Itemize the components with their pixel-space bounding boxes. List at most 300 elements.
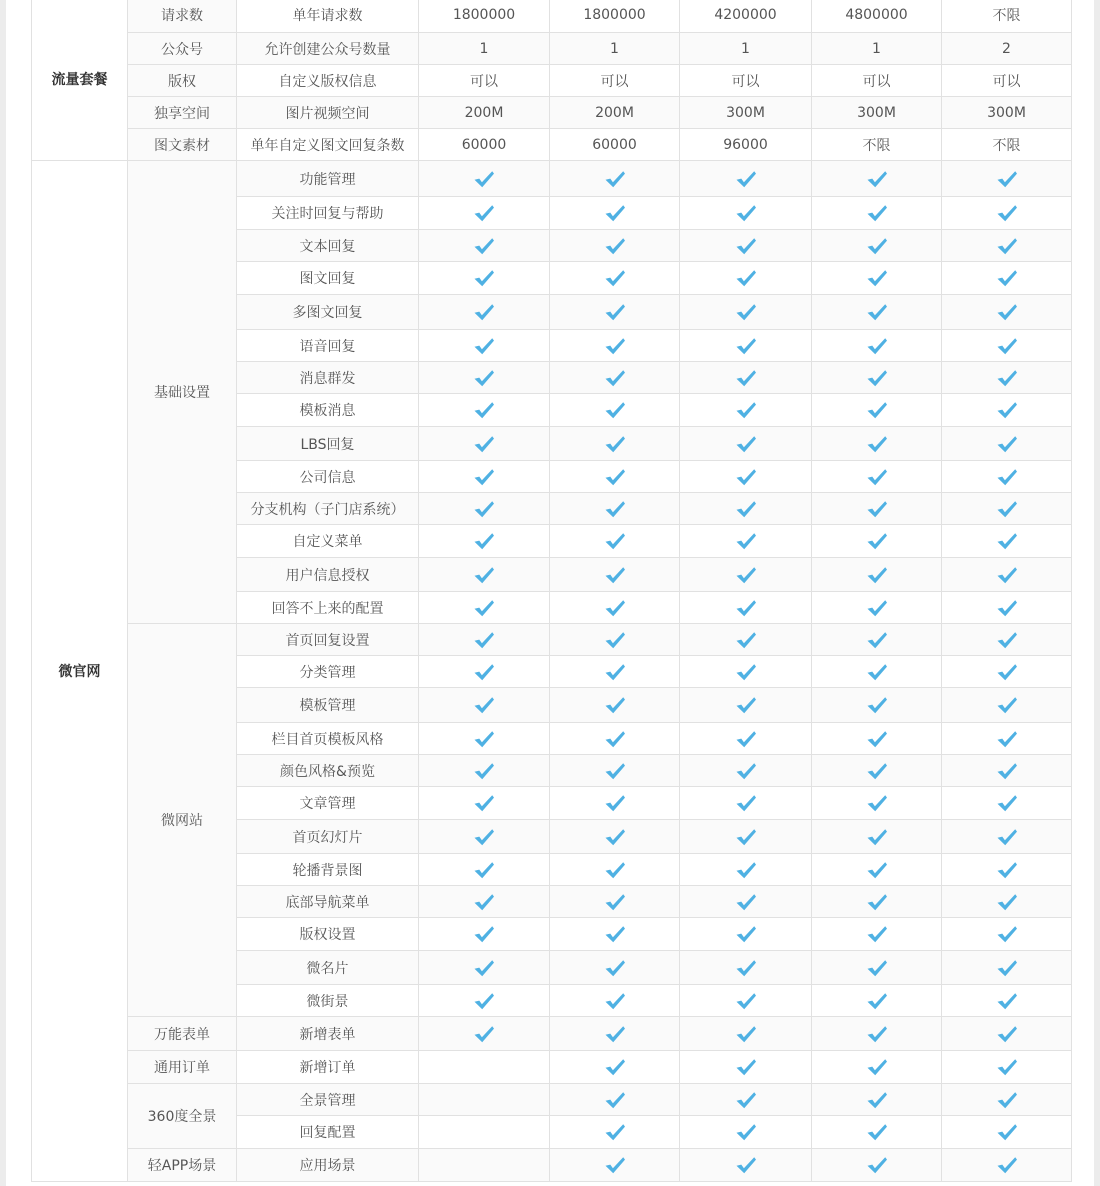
plan-feature-cell xyxy=(812,362,942,394)
plan-feature-cell xyxy=(812,755,942,787)
group-label: 公众号 xyxy=(128,33,237,65)
plan-value-cell: 1 xyxy=(680,33,812,65)
plan-value-cell: 300M xyxy=(680,97,812,129)
check-icon xyxy=(473,338,495,354)
plan-feature-cell xyxy=(680,755,812,787)
feature-name: 颜色风格&预览 xyxy=(237,755,419,787)
plan-feature-cell xyxy=(942,330,1072,362)
feature-name: 公司信息 xyxy=(237,461,419,493)
plan-feature-cell xyxy=(680,951,812,985)
plan-feature-cell xyxy=(812,854,942,886)
table-row xyxy=(32,624,1072,656)
check-icon xyxy=(473,205,495,221)
plan-value-cell: 1800000 xyxy=(550,0,680,33)
plan-value-cell: 不限 xyxy=(812,129,942,161)
plan-feature-cell xyxy=(550,262,680,295)
check-icon xyxy=(866,171,888,187)
check-icon xyxy=(473,763,495,779)
check-icon xyxy=(735,926,757,942)
check-icon xyxy=(735,894,757,910)
check-icon xyxy=(996,402,1018,418)
plan-feature-cell xyxy=(419,427,550,461)
feature-name: 单年请求数 xyxy=(237,0,419,33)
plan-feature-cell xyxy=(550,951,680,985)
plan-feature-cell xyxy=(550,295,680,330)
check-icon xyxy=(604,926,626,942)
check-icon xyxy=(604,270,626,286)
group-label: 微网站 xyxy=(128,624,237,1017)
table-row xyxy=(32,0,1072,33)
table-row xyxy=(32,1084,1072,1116)
plan-value-cell: 300M xyxy=(812,97,942,129)
plan-value-cell: 1 xyxy=(812,33,942,65)
check-icon xyxy=(996,436,1018,452)
check-icon xyxy=(735,993,757,1009)
check-icon xyxy=(735,960,757,976)
plan-value-cell: 1 xyxy=(419,33,550,65)
plan-feature-cell xyxy=(550,330,680,362)
plan-value-cell: 200M xyxy=(419,97,550,129)
feature-name: 多图文回复 xyxy=(237,295,419,330)
check-icon xyxy=(473,664,495,680)
group-label: 基础设置 xyxy=(128,161,237,624)
feature-name: 图文回复 xyxy=(237,262,419,295)
check-icon xyxy=(735,469,757,485)
plan-feature-cell xyxy=(812,230,942,262)
plan-value-cell: 4800000 xyxy=(812,0,942,33)
check-icon xyxy=(473,402,495,418)
plan-value-cell: 200M xyxy=(550,97,680,129)
plan-feature-cell xyxy=(680,787,812,820)
plan-feature-cell xyxy=(942,295,1072,330)
plan-feature-cell xyxy=(812,787,942,820)
check-icon xyxy=(735,862,757,878)
plan-feature-cell xyxy=(812,656,942,688)
check-icon xyxy=(735,795,757,811)
plan-feature-cell xyxy=(680,1051,812,1084)
feature-name: 模板管理 xyxy=(237,688,419,723)
plan-value-cell: 1800000 xyxy=(419,0,550,33)
plan-feature-cell xyxy=(812,1116,942,1149)
check-icon xyxy=(604,171,626,187)
plan-feature-cell xyxy=(942,161,1072,197)
check-icon xyxy=(735,697,757,713)
plan-feature-cell xyxy=(550,886,680,918)
check-icon xyxy=(735,304,757,320)
check-icon xyxy=(866,600,888,616)
plan-feature-cell xyxy=(942,1051,1072,1084)
plan-feature-cell xyxy=(680,394,812,427)
check-icon xyxy=(996,1026,1018,1042)
plan-value-cell: 可以 xyxy=(419,65,550,97)
check-icon xyxy=(996,960,1018,976)
plan-feature-cell xyxy=(942,1116,1072,1149)
plan-feature-cell xyxy=(680,1017,812,1051)
check-icon xyxy=(996,763,1018,779)
check-icon xyxy=(473,238,495,254)
plan-feature-cell xyxy=(419,656,550,688)
check-icon xyxy=(866,894,888,910)
plan-feature-cell xyxy=(550,461,680,493)
table-row xyxy=(32,97,1072,129)
feature-name: 消息群发 xyxy=(237,362,419,394)
plan-feature-cell xyxy=(550,230,680,262)
plan-feature-cell xyxy=(812,688,942,723)
feature-name: 底部导航菜单 xyxy=(237,886,419,918)
feature-name: 分支机构（子门店系统） xyxy=(237,493,419,525)
check-icon xyxy=(996,894,1018,910)
plan-feature-cell xyxy=(550,161,680,197)
plan-feature-cell xyxy=(550,525,680,558)
plan-feature-cell xyxy=(680,262,812,295)
check-icon xyxy=(473,270,495,286)
feature-name: 自定义版权信息 xyxy=(237,65,419,97)
check-icon xyxy=(604,205,626,221)
check-icon xyxy=(473,600,495,616)
group-label: 通用订单 xyxy=(128,1051,237,1084)
plan-feature-cell xyxy=(419,592,550,624)
plan-feature-cell xyxy=(419,262,550,295)
group-label: 万能表单 xyxy=(128,1017,237,1051)
check-icon xyxy=(604,436,626,452)
check-icon xyxy=(735,1059,757,1075)
check-icon xyxy=(604,894,626,910)
feature-name: 轮播背景图 xyxy=(237,854,419,886)
feature-name: 功能管理 xyxy=(237,161,419,197)
plan-feature-cell xyxy=(812,918,942,951)
plan-feature-cell xyxy=(942,985,1072,1017)
left-gutter xyxy=(0,0,6,1186)
check-icon xyxy=(473,731,495,747)
check-icon xyxy=(735,664,757,680)
check-icon xyxy=(473,501,495,517)
group-label: 请求数 xyxy=(128,0,237,33)
check-icon xyxy=(735,238,757,254)
plan-value-cell: 可以 xyxy=(550,65,680,97)
plan-feature-cell xyxy=(942,820,1072,854)
table-row xyxy=(32,1017,1072,1051)
check-icon xyxy=(604,370,626,386)
plan-feature-cell xyxy=(419,985,550,1017)
group-label: 独享空间 xyxy=(128,97,237,129)
plan-feature-cell xyxy=(419,1149,550,1182)
plan-feature-cell xyxy=(942,951,1072,985)
plan-feature-cell xyxy=(942,624,1072,656)
check-icon xyxy=(473,370,495,386)
plan-feature-cell xyxy=(550,624,680,656)
check-icon xyxy=(473,829,495,845)
check-icon xyxy=(866,501,888,517)
check-icon xyxy=(996,205,1018,221)
plan-value-cell: 不限 xyxy=(942,129,1072,161)
check-icon xyxy=(604,501,626,517)
check-icon xyxy=(604,304,626,320)
check-icon xyxy=(996,697,1018,713)
plan-feature-cell xyxy=(942,525,1072,558)
check-icon xyxy=(604,731,626,747)
plan-feature-cell xyxy=(550,820,680,854)
plan-feature-cell xyxy=(419,624,550,656)
plan-feature-cell xyxy=(942,918,1072,951)
plan-feature-cell xyxy=(680,985,812,1017)
plan-feature-cell xyxy=(812,951,942,985)
right-gutter xyxy=(1094,0,1100,1186)
check-icon xyxy=(996,632,1018,648)
feature-name: 单年自定义图文回复条数 xyxy=(237,129,419,161)
group-label: 轻APP场景 xyxy=(128,1149,237,1182)
plan-feature-cell xyxy=(550,755,680,787)
plan-feature-cell xyxy=(812,493,942,525)
feature-name: 全景管理 xyxy=(237,1084,419,1116)
plan-feature-cell xyxy=(812,1051,942,1084)
plan-feature-cell xyxy=(812,624,942,656)
plan-feature-cell xyxy=(419,723,550,755)
plan-feature-cell xyxy=(942,1017,1072,1051)
plan-feature-cell xyxy=(680,688,812,723)
check-icon xyxy=(473,436,495,452)
check-icon xyxy=(866,862,888,878)
plan-feature-cell xyxy=(550,688,680,723)
plan-value-cell: 1 xyxy=(550,33,680,65)
plan-feature-cell xyxy=(812,295,942,330)
plan-value-cell: 96000 xyxy=(680,129,812,161)
check-icon xyxy=(735,436,757,452)
plan-feature-cell xyxy=(550,723,680,755)
check-icon xyxy=(866,270,888,286)
check-icon xyxy=(866,731,888,747)
plan-feature-cell xyxy=(419,295,550,330)
check-icon xyxy=(604,1059,626,1075)
plan-value-cell: 60000 xyxy=(419,129,550,161)
check-icon xyxy=(735,731,757,747)
section-title: 流量套餐 xyxy=(32,0,128,161)
check-icon xyxy=(996,600,1018,616)
plan-feature-cell xyxy=(812,1149,942,1182)
plan-feature-cell xyxy=(680,558,812,592)
feature-name: 图片视频空间 xyxy=(237,97,419,129)
plan-feature-cell xyxy=(419,951,550,985)
check-icon xyxy=(473,993,495,1009)
check-icon xyxy=(996,304,1018,320)
check-icon xyxy=(866,1092,888,1108)
plan-feature-cell xyxy=(942,854,1072,886)
feature-name: 栏目首页模板风格 xyxy=(237,723,419,755)
plan-value-cell: 可以 xyxy=(942,65,1072,97)
check-icon xyxy=(604,533,626,549)
check-icon xyxy=(996,171,1018,187)
feature-name: LBS回复 xyxy=(237,427,419,461)
plan-feature-cell xyxy=(550,1116,680,1149)
check-icon xyxy=(473,632,495,648)
feature-name: 自定义菜单 xyxy=(237,525,419,558)
plan-value-cell: 60000 xyxy=(550,129,680,161)
check-icon xyxy=(604,567,626,583)
feature-name: 回复配置 xyxy=(237,1116,419,1149)
check-icon xyxy=(735,171,757,187)
plan-feature-cell xyxy=(419,558,550,592)
check-icon xyxy=(473,894,495,910)
check-icon xyxy=(735,1092,757,1108)
check-icon xyxy=(996,370,1018,386)
plan-feature-cell xyxy=(812,1017,942,1051)
check-icon xyxy=(866,567,888,583)
plan-feature-cell xyxy=(419,820,550,854)
table-row xyxy=(32,33,1072,65)
check-icon xyxy=(866,632,888,648)
plan-feature-cell xyxy=(680,723,812,755)
check-icon xyxy=(604,1092,626,1108)
plan-feature-cell xyxy=(942,461,1072,493)
plan-feature-cell xyxy=(550,1017,680,1051)
check-icon xyxy=(866,795,888,811)
plan-feature-cell xyxy=(419,688,550,723)
check-icon xyxy=(735,1157,757,1173)
check-icon xyxy=(866,697,888,713)
group-label: 360度全景 xyxy=(128,1084,237,1149)
plan-feature-cell xyxy=(680,918,812,951)
plan-feature-cell xyxy=(680,1149,812,1182)
check-icon xyxy=(473,469,495,485)
plan-feature-cell xyxy=(550,427,680,461)
check-icon xyxy=(866,960,888,976)
check-icon xyxy=(735,205,757,221)
plan-feature-cell xyxy=(680,161,812,197)
plan-feature-cell xyxy=(680,427,812,461)
plan-feature-cell xyxy=(419,394,550,427)
table-row xyxy=(32,161,1072,197)
plan-feature-cell xyxy=(680,820,812,854)
check-icon xyxy=(866,436,888,452)
plan-feature-cell xyxy=(812,330,942,362)
check-icon xyxy=(604,829,626,845)
check-icon xyxy=(866,1157,888,1173)
check-icon xyxy=(996,238,1018,254)
check-icon xyxy=(996,1092,1018,1108)
feature-name: 允许创建公众号数量 xyxy=(237,33,419,65)
check-icon xyxy=(473,697,495,713)
feature-name: 新增表单 xyxy=(237,1017,419,1051)
plan-feature-cell xyxy=(812,161,942,197)
plan-feature-cell xyxy=(942,493,1072,525)
check-icon xyxy=(604,664,626,680)
plan-feature-cell xyxy=(942,1149,1072,1182)
check-icon xyxy=(604,600,626,616)
plan-feature-cell xyxy=(812,197,942,230)
check-icon xyxy=(604,632,626,648)
check-icon xyxy=(996,993,1018,1009)
check-icon xyxy=(866,993,888,1009)
plan-value-cell: 4200000 xyxy=(680,0,812,33)
plan-feature-cell xyxy=(812,1084,942,1116)
check-icon xyxy=(866,304,888,320)
plan-feature-cell xyxy=(550,493,680,525)
check-icon xyxy=(735,338,757,354)
check-icon xyxy=(735,370,757,386)
check-icon xyxy=(604,402,626,418)
plan-feature-cell xyxy=(812,461,942,493)
check-icon xyxy=(996,926,1018,942)
check-icon xyxy=(604,1124,626,1140)
check-icon xyxy=(735,1026,757,1042)
plan-feature-cell xyxy=(942,688,1072,723)
check-icon xyxy=(735,402,757,418)
plan-feature-cell xyxy=(812,820,942,854)
feature-name: 首页回复设置 xyxy=(237,624,419,656)
feature-name: 模板消息 xyxy=(237,394,419,427)
plan-feature-cell xyxy=(550,656,680,688)
check-icon xyxy=(866,402,888,418)
check-icon xyxy=(866,1059,888,1075)
plan-feature-cell xyxy=(550,985,680,1017)
check-icon xyxy=(604,469,626,485)
plan-value-cell: 300M xyxy=(942,97,1072,129)
table-row xyxy=(32,65,1072,97)
plan-feature-cell xyxy=(419,461,550,493)
feature-name: 新增订单 xyxy=(237,1051,419,1084)
plan-feature-cell xyxy=(550,197,680,230)
check-icon xyxy=(866,763,888,779)
plan-feature-cell xyxy=(942,656,1072,688)
plan-value-cell: 2 xyxy=(942,33,1072,65)
plan-feature-cell xyxy=(419,1051,550,1084)
check-icon xyxy=(604,993,626,1009)
check-icon xyxy=(866,338,888,354)
plan-feature-cell xyxy=(942,197,1072,230)
table-row xyxy=(32,129,1072,161)
check-icon xyxy=(473,171,495,187)
plan-feature-cell xyxy=(942,723,1072,755)
check-icon xyxy=(735,763,757,779)
plan-feature-cell xyxy=(680,461,812,493)
check-icon xyxy=(473,567,495,583)
plan-feature-cell xyxy=(419,197,550,230)
check-icon xyxy=(866,533,888,549)
check-icon xyxy=(996,862,1018,878)
check-icon xyxy=(735,533,757,549)
feature-name: 回答不上来的配置 xyxy=(237,592,419,624)
plan-feature-cell xyxy=(419,787,550,820)
feature-name: 微名片 xyxy=(237,951,419,985)
plan-feature-cell xyxy=(419,1017,550,1051)
plan-feature-cell xyxy=(680,886,812,918)
plan-feature-cell xyxy=(680,330,812,362)
plan-feature-cell xyxy=(680,1116,812,1149)
plan-feature-cell xyxy=(812,262,942,295)
feature-name: 用户信息授权 xyxy=(237,558,419,592)
check-icon xyxy=(604,795,626,811)
plan-feature-cell xyxy=(812,886,942,918)
check-icon xyxy=(604,1026,626,1042)
check-icon xyxy=(996,1157,1018,1173)
check-icon xyxy=(604,338,626,354)
feature-name: 微街景 xyxy=(237,985,419,1017)
plan-feature-cell xyxy=(942,787,1072,820)
feature-name: 分类管理 xyxy=(237,656,419,688)
check-icon xyxy=(866,469,888,485)
check-icon xyxy=(996,731,1018,747)
check-icon xyxy=(866,238,888,254)
plan-feature-cell xyxy=(812,558,942,592)
check-icon xyxy=(604,238,626,254)
plan-feature-cell xyxy=(550,592,680,624)
plan-feature-cell xyxy=(942,558,1072,592)
check-icon xyxy=(996,567,1018,583)
check-icon xyxy=(996,664,1018,680)
check-icon xyxy=(866,926,888,942)
check-icon xyxy=(996,469,1018,485)
check-icon xyxy=(473,862,495,878)
plan-feature-cell xyxy=(550,394,680,427)
